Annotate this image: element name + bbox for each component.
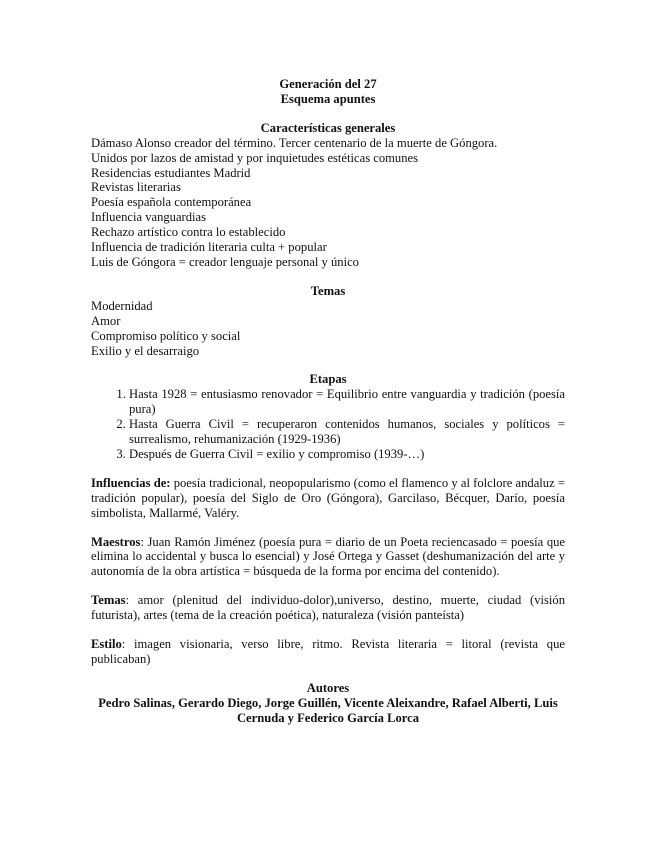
influencias-paragraph [91, 476, 565, 521]
estilo-paragraph [91, 637, 565, 667]
maestros-label: Maestros [91, 534, 141, 549]
tema-line: Exilio y el desarraigo [91, 343, 200, 358]
caracteristica-line: Dámaso Alonso creador del término. Tercer centenario de la muerte de Góngora. [91, 135, 498, 150]
maestros-text: : Juan Ramón Jiménez (poesía pura = diario de un Poeta reciencasado = poesía que elimina lo accidental y busca lo esencial) y José Ortega y Gasset (deshumanización del arte y autonomía de la obra artística = búsqueda de la forma por encima del contenido). [91, 534, 565, 579]
caracteristicas-list [91, 136, 565, 270]
temas-list [91, 299, 565, 359]
caracteristica-line: Influencia vanguardias [91, 210, 207, 225]
section-heading-temas: Temas [310, 283, 346, 298]
section-heading-caracteristicas: Características generales [260, 120, 396, 135]
influencias-text: poesía tradicional, neopopularismo (como el flamenco y al folclore andaluz = tradición popular), poesía del Siglo de Oro (Góngora), Garcilaso, Bécquer, Darío, poesía simbolista, Mallarmé, Valéry. [91, 475, 565, 520]
influencias-label: Influencias de: [91, 475, 171, 490]
temas-label: Temas [91, 593, 126, 608]
maestros-paragraph [91, 535, 565, 580]
estilo-label: Estilo [91, 637, 122, 652]
caracteristica-line: Revistas literarias [91, 180, 181, 195]
temas-paragraph [91, 593, 565, 623]
caracteristica-line: Unidos por lazos de amistad y por inquietudes estéticas comunes [91, 150, 419, 165]
caracteristica-line: Poesía española contemporánea [91, 195, 252, 210]
estilo-text: : imagen visionaria, verso libre, ritmo. Revista literaria = litoral (revista que publicaban) [91, 637, 565, 666]
etapa-item: 2. Hasta Guerra Civil = recuperaron contenidos humanos, sociales y políticos = surrealismo, rehumanización (1929-1936) [129, 417, 565, 447]
etapas-list [91, 387, 565, 462]
tema-line: Modernidad [91, 298, 153, 313]
temas-text: : amor (plenitud del individuo-dolor),universo, destino, muerte, ciudad (visión futurista), artes (tema de la creación poética), naturaleza (visión panteísta) [91, 593, 565, 623]
section-heading-etapas: Etapas [309, 372, 347, 387]
section-heading-autores: Autores [306, 680, 350, 695]
caracteristica-line: Residencias estudiantes Madrid [91, 165, 251, 180]
etapa-item: 3. Después de Guerra Civil = exilio y compromiso (1939-…) [129, 447, 565, 462]
autores-list: Pedro Salinas, Gerardo Diego, Jorge Guillén, Vicente Aleixandre, Rafael Alberti, Luis Cernuda y Federico García Lorca [98, 695, 558, 725]
document-page [91, 77, 565, 726]
caracteristica-line: Influencia de tradición literaria culta + popular [91, 240, 327, 255]
caracteristica-line: Luis de Góngora = creador lenguaje personal y único [91, 254, 359, 269]
tema-line: Amor [91, 313, 121, 328]
tema-line: Compromiso político y social [91, 328, 241, 343]
document-subtitle: Esquema apuntes [280, 91, 376, 106]
caracteristica-line: Rechazo artístico contra lo establecido [91, 225, 286, 240]
etapa-item: 1. Hasta 1928 = entusiasmo renovador = Equilibrio entre vanguardia y tradición (poesía pura) [129, 387, 565, 417]
document-title: Generación del 27 [279, 77, 377, 91]
